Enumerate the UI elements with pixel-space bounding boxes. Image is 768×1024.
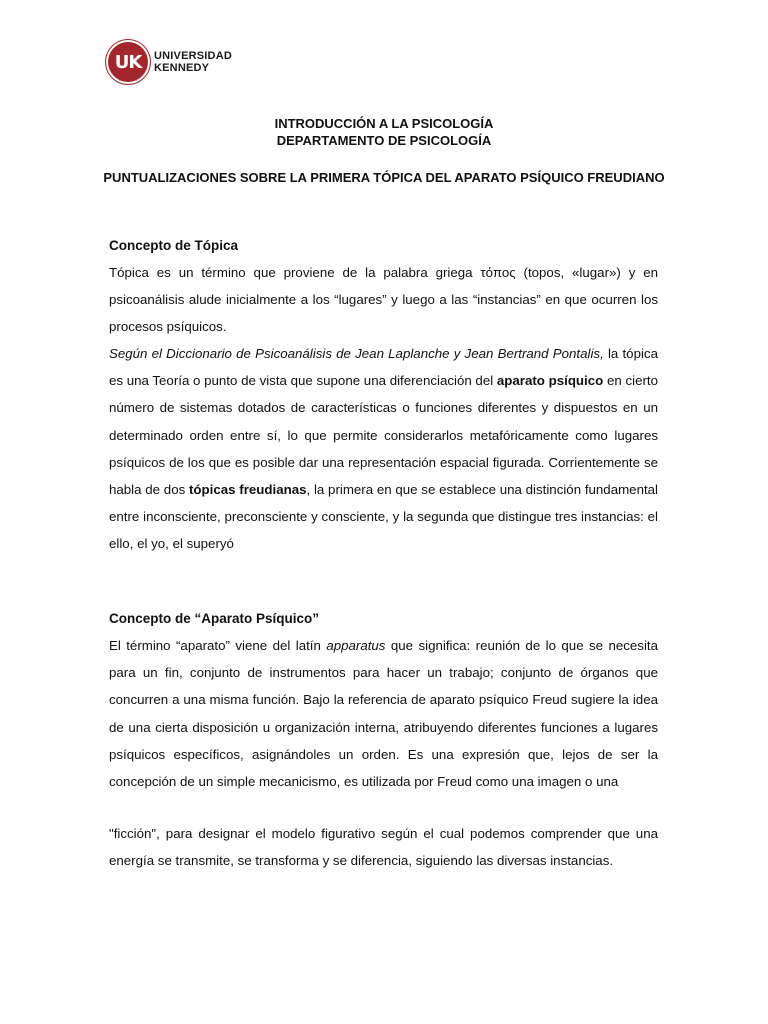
logo-line-1: UNIVERSIDAD xyxy=(154,50,232,62)
document-title: PUNTUALIZACIONES SOBRE LA PRIMERA TÓPICA DEL APARATO PSÍQUICO FREUDIANO xyxy=(103,170,665,185)
bold-aparato-psiquico: aparato psíquico xyxy=(496,373,604,389)
paragraph-ficcion: "ficción", para designar el modelo figurativo según el cual podemos comprender que una energía se transmite, se transforma y se diferencia, siguiendo las diversas instancias. xyxy=(109,826,658,869)
section-heading-aparato: Concepto de “Aparato Psíquico” xyxy=(109,611,320,626)
course-title: INTRODUCCIÓN A LA PSICOLOGÍA xyxy=(274,116,494,131)
logo-line-2: KENNEDY xyxy=(154,62,210,74)
text-segment: en cierto número de sistemas dotados de características o funciones diferentes y dispuestos en un determinado orden entre sí, lo que permite considerarlos metafóricamente como lugares psíquicos de los que es posible dar una representación espacial figurada. Corrientemente se habla de dos xyxy=(109,373,658,498)
bold-topicas-freudianas: tópicas freudianas xyxy=(188,482,307,498)
paragraph-laplanche-pontalis xyxy=(109,340,658,558)
text-segment: la tópica es una Teoría o punto de vista que supone una diferenciación del xyxy=(109,346,658,389)
text-segment: El término “aparato” viene del latín xyxy=(109,638,327,653)
university-logo xyxy=(108,40,232,84)
text-segment: que significa: reunión de lo que se necesita para un fin, conjunto de instrumentos para hacer un trabajo; conjunto de órganos que concurren a una misma función. Bajo la referencia de aparato psíquico Freud sugiere la idea de una cierta disposición u organización interna, atribuyendo diferentes funciones a lugares psíquicos específicos, asignándoles un orden. Es una expresión que, lejos de ser la concepción de un simple mecanicismo, es utilizada por Freud como una imagen o una xyxy=(109,638,658,790)
text-segment: , la primera en que se establece una distinción fundamental entre inconsciente, preconsciente y consciente, y la segunda que distingue tres instancias: el ello, el yo, el superyó xyxy=(109,482,659,552)
citation-italic: Según el Diccionario de Psicoanálisis de Jean Laplanche y Jean Bertrand Pontalis, xyxy=(109,346,604,361)
logo-mark: UK xyxy=(108,42,148,82)
paragraph-aparato-definition xyxy=(109,632,658,795)
section-heading-topica: Concepto de Tópica xyxy=(109,238,239,253)
logo-text xyxy=(154,50,232,74)
department-title: DEPARTAMENTO DE PSICOLOGÍA xyxy=(276,133,492,148)
italic-apparatus: apparatus xyxy=(326,638,386,653)
paragraph-topica-definition: Tópica es un término que proviene de la palabra griega τόπος (topos, «lugar») y en psicoanálisis alude inicialmente a los “lugares” y luego a las “instancias” en que ocurren los procesos psíquicos. xyxy=(109,265,658,335)
